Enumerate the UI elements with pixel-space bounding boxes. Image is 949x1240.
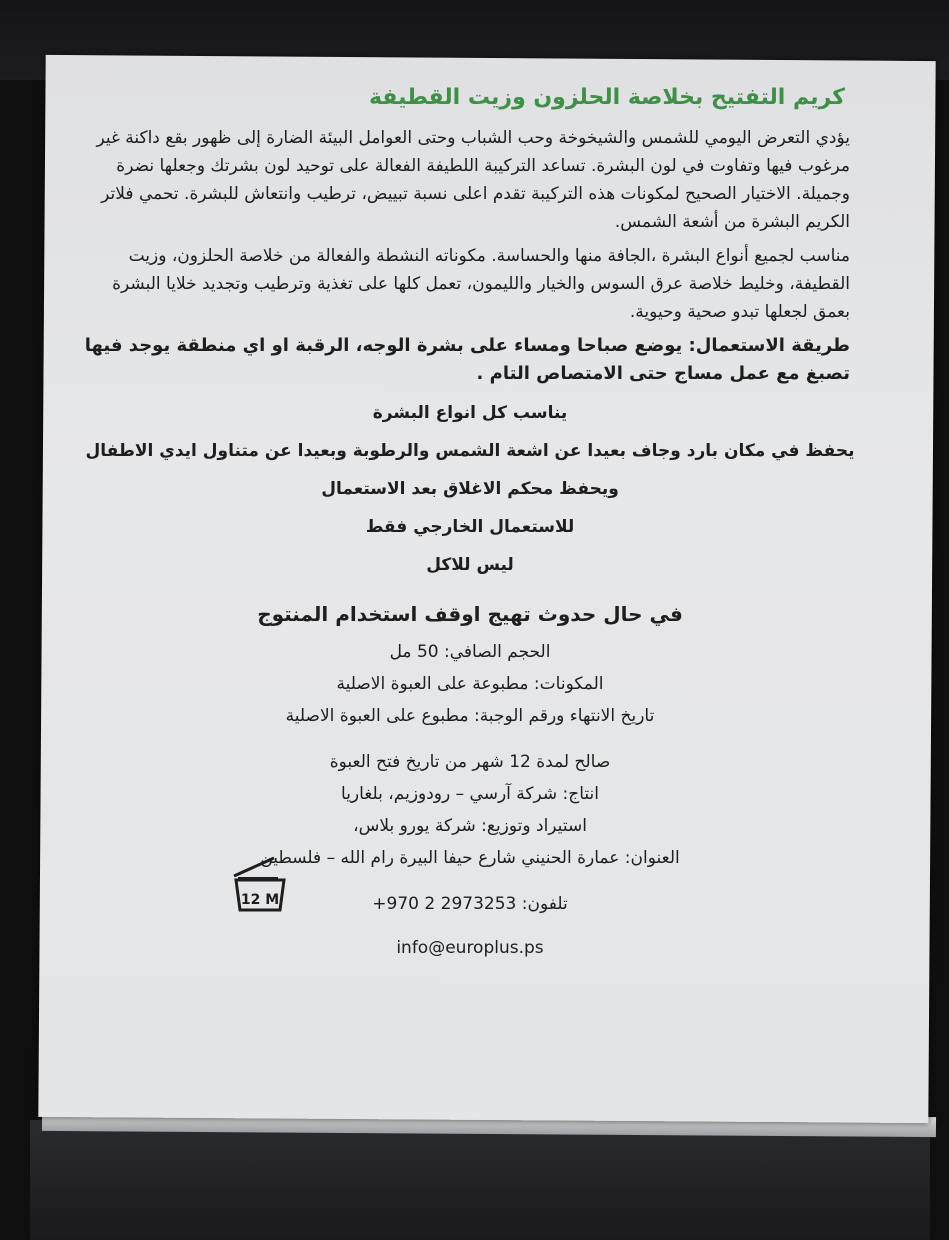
address: العنوان: عمارة الحنيني شارع حيفا البيرة رام الله – فلسطين bbox=[260, 848, 680, 868]
phone-number: تلفون: 2973253 2 970+ bbox=[372, 894, 568, 914]
validity-period: صالح لمدة 12 شهر من تاريخ فتح العبوة bbox=[329, 752, 611, 772]
email-address: info@europlus.ps bbox=[396, 938, 544, 958]
notice-skin-types: يناسب كل انواع البشرة bbox=[372, 403, 568, 423]
description-paragraph-1: يؤدي التعرض اليومي للشمس والشيخوخة وحب الشباب وحتى العوامل البيئة الضارة إلى ظهور بقع داكنة غير مرغوب فيها وتفاوت في لون البشرة. تساعد التركيبة اللطيفة الفعالة على توحيد لون بشرتك وجعلها نضرة وجميلة. الاختيار الصحيح لمكونات هذه التركيبة تقدم اعلى نسبة تبييض، ترطيب وانتعاش للبشرة. تحمي فلاتر الكريم البشرة من أشعة الشمس. bbox=[96, 128, 850, 232]
notice-external-use: للاستعمال الخارجي فقط bbox=[365, 517, 575, 537]
importer: استيراد وتوزيع: شركة يورو بلاس، bbox=[353, 816, 587, 836]
notice-storage: يحفظ في مكان بارد وجاف بعيدا عن اشعة الشمس والرطوبة وبعيدا عن متناول ايدي الاطفال bbox=[85, 441, 855, 461]
ingredients-note: المكونات: مطبوعة على العبوة الاصلية bbox=[336, 674, 604, 694]
label-text-content bbox=[70, 78, 870, 964]
pao-label: 12 M bbox=[240, 892, 280, 908]
net-volume: الحجم الصافي: 50 مل bbox=[389, 642, 551, 662]
notice-not-edible: ليس للاكل bbox=[426, 555, 514, 575]
expiry-note: تاريخ الانتهاء ورقم الوجبة: مطبوع على العبوة الاصلية bbox=[285, 706, 655, 726]
product-title: كريم التفتيح بخلاصة الحلزون وزيت القطيفة bbox=[368, 85, 845, 110]
period-after-opening-icon bbox=[228, 852, 292, 916]
description-paragraph-2: مناسب لجميع أنواع البشرة ،الجافة منها والحساسة. مكوناته النشطة والفعالة من خلاصة الحلزون، وزيت القطيفة، وخليط خلاصة عرق السوس والخيار والليمون، تعمل كلها على تغذية وترطيب وتجديد خلايا البشرة بعمق لجعلها تبدو صحية وحيوية. bbox=[112, 246, 850, 322]
manufacturer: انتاج: شركة آرسي – رودوزيم، بلغاريا bbox=[341, 784, 599, 804]
usage-instructions: طريقة الاستعمال: يوضع صباحا ومساء على بشرة الوجه، الرقبة او اي منطقة يوجد فيها تصبغ مع عمل مساج حتى الامتصاص التام . bbox=[84, 335, 850, 384]
notice-closure: ويحفظ محكم الاغلاق بعد الاستعمال bbox=[321, 479, 619, 499]
irritation-warning: في حال حدوث تهيج اوقف استخدام المنتوج bbox=[257, 602, 683, 626]
box-bottom-side bbox=[30, 1120, 930, 1240]
